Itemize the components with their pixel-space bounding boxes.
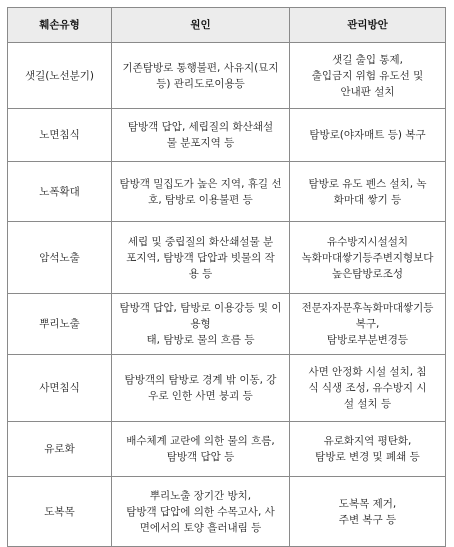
plan-line: 복구,: [355, 318, 380, 330]
damage-type-cell: 암석노출: [8, 222, 112, 294]
management-plan-cell: [290, 355, 446, 422]
plan-line: 설 설치 등: [343, 398, 392, 410]
plan-line: 높은탐방로조성: [331, 267, 403, 280]
cause-line: 호, 탐방로 이용불편 등: [148, 193, 253, 206]
management-plan-cell: [290, 109, 446, 162]
management-plan-cell: [290, 477, 446, 547]
table-row: [8, 162, 446, 222]
plan-line: 출입금지 위험 유도선 및: [311, 69, 424, 82]
cause-cell: [112, 109, 290, 162]
plan-line: 식 식생 조성, 유수방지 시: [308, 382, 427, 394]
management-plan-cell: [290, 422, 446, 477]
cause-line: 포지역, 탐방객 답압과 빗물의 작: [126, 251, 275, 264]
plan-line: 화마대 쌓기 등: [333, 193, 402, 206]
cause-line: 면에서의 토양 흘러내림 등: [139, 521, 262, 534]
cause-cell: [112, 162, 290, 222]
plan-line: 탐방로 변경 및 폐쇄 등: [315, 451, 420, 463]
table-body: [8, 43, 446, 547]
table-row: [8, 294, 446, 355]
plan-line: 주변 복구 등: [338, 513, 397, 526]
table-row: [8, 355, 446, 422]
header-management-plan: 관리방안: [290, 8, 446, 43]
plan-line: 도복목 제거,: [338, 497, 397, 510]
table-row: [8, 477, 446, 547]
plan-line: 녹화마대쌓기등주변지형보다: [301, 251, 434, 264]
cause-cell: [112, 477, 290, 547]
damage-type-cell: 노면침식: [8, 109, 112, 162]
table-row: [8, 222, 446, 294]
damage-management-table: [7, 7, 446, 547]
cause-line: 태, 탐방로 물의 흐름 등: [146, 334, 255, 346]
cause-line: 등) 관리도로이용등: [156, 77, 245, 90]
plan-line: 사면 안정화 시설 설치, 침: [308, 366, 427, 378]
management-plan-cell: [290, 162, 446, 222]
plan-line: 전문자자문후녹화마대쌓기등: [301, 302, 434, 314]
cause-cell: [112, 422, 290, 477]
cause-cell: [112, 43, 290, 109]
management-plan-cell: [290, 222, 446, 294]
management-plan-cell: [290, 294, 446, 355]
cause-cell: [112, 222, 290, 294]
damage-type-cell: 유로화: [8, 422, 112, 477]
table-row: [8, 109, 446, 162]
damage-type-cell: 사면침식: [8, 355, 112, 422]
cause-line: 탐방객 답압 등: [166, 451, 235, 463]
plan-line: 유로화지역 평탄화,: [323, 435, 412, 447]
cause-line: 탐방객 답압, 탐방로 이용강등 및 이용형: [119, 302, 282, 330]
plan-line: 유수방지시설설치: [326, 235, 409, 248]
table-row: [8, 43, 446, 109]
header-row: [8, 8, 446, 43]
cause-line: 탐방객의 탐방로 경계 밖 이동, 강: [124, 374, 277, 386]
management-plan-cell: [290, 43, 446, 109]
damage-type-cell: 노폭확대: [8, 162, 112, 222]
cause-line: 뿌리노출 장기간 방치,: [149, 489, 252, 502]
cause-line: 우로 인한 사면 붕괴 등: [148, 390, 253, 402]
damage-type-cell: 뿌리노출: [8, 294, 112, 355]
cause-line: 세립 및 중립질의 화산쇄설물 분: [127, 235, 274, 248]
cause-line: 기존탐방로 통행불편, 사유지(묘지: [122, 61, 279, 74]
cause-line: 물 분포지역 등: [166, 137, 235, 149]
cause-line: 탐방객 답압에 의한 수목고사, 사: [126, 505, 275, 518]
plan-line: 샛길 출입 통제,: [332, 53, 403, 66]
cause-line: 탐방객 답압, 세립질의 화산쇄설: [127, 121, 274, 133]
cause-cell: [112, 355, 290, 422]
header-cause: 원인: [112, 8, 290, 43]
damage-type-cell: 샛길(노선분기): [8, 43, 112, 109]
plan-line: 탐방로(야자매트 등) 복구: [309, 129, 426, 141]
cause-cell: [112, 294, 290, 355]
plan-line: 안내판 설치: [340, 85, 395, 98]
cause-line: 용 등: [188, 267, 213, 280]
table-row: [8, 422, 446, 477]
header-damage-type: 훼손유형: [8, 8, 112, 43]
plan-line: 탐방로부분변경등: [326, 334, 409, 346]
plan-line: 탐방로 유도 펜스 설치, 녹: [308, 177, 427, 190]
cause-line: 탐방객 밀집도가 높은 지역, 휴길 선: [119, 177, 282, 190]
cause-line: 배수체계 교란에 의한 물의 흐름,: [126, 435, 275, 447]
damage-type-cell: 도복목: [8, 477, 112, 547]
